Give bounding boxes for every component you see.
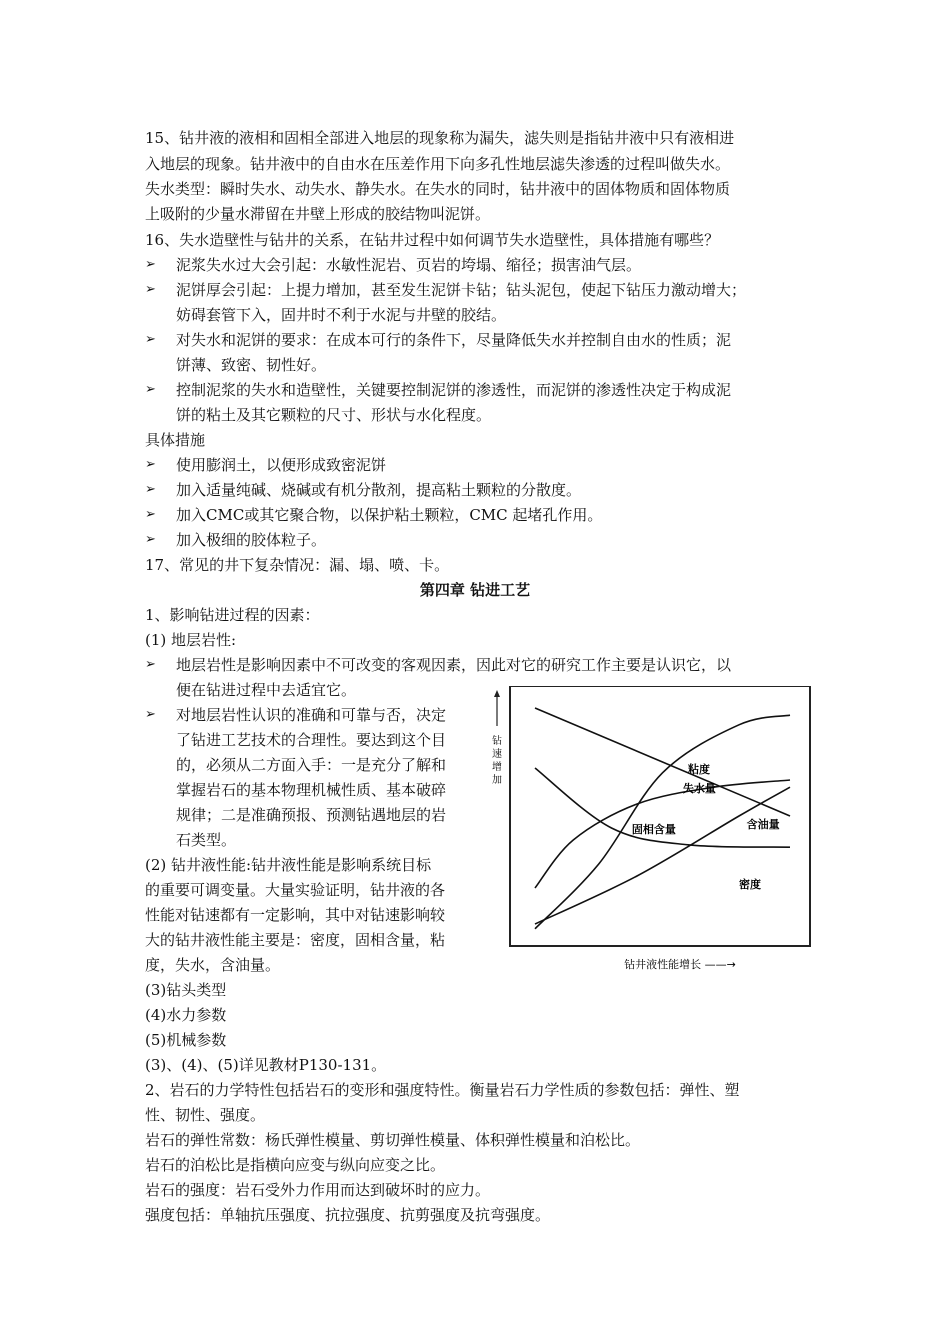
y-axis-arrowhead bbox=[494, 690, 500, 697]
bullet-text: 饼薄、致密、韧性好。 bbox=[176, 356, 327, 374]
text-line: 岩石的强度：岩石受外力作用而达到破坏时的应力。 bbox=[145, 1181, 491, 1199]
bullet-text: 了钻进工艺技术的合理性。要达到这个目 bbox=[176, 731, 447, 749]
bullet-text: 便在钻进过程中去适宜它。 bbox=[176, 681, 357, 699]
text-line: 17、常见的井下复杂情况：漏、塌、喷、卡。 bbox=[145, 556, 450, 574]
bullet-arrow-icon: ➢ bbox=[145, 532, 156, 547]
bullet-text: 对失水和泥饼的要求：在成本可行的条件下，尽量降低失水并控制自由水的性质；泥 bbox=[176, 331, 732, 349]
bullet-text: 泥浆失水过大会引起：水敏性泥岩、页岩的垮塌、缩径；损害油气层。 bbox=[176, 256, 642, 274]
y-axis-label-char: 加 bbox=[492, 775, 502, 786]
bullet-text: 对地层岩性认识的准确和可靠与否，决定 bbox=[176, 706, 447, 724]
text-line: 15、钻井液的液相和固相全部进入地层的现象称为漏失，滤失则是指钻井液中只有液相进 bbox=[145, 129, 735, 147]
y-axis-label bbox=[492, 734, 502, 786]
y-axis-label-char: 钻 bbox=[492, 736, 502, 747]
bullet-text: 规律；二是准确预报、预测钻遇地层的岩 bbox=[176, 806, 447, 824]
text-line: 16、失水造壁性与钻井的关系，在钻井过程中如何调节失水造壁性，具体措施有哪些？ bbox=[145, 231, 720, 249]
text-line: 度，失水，含油量。 bbox=[145, 956, 281, 974]
bullet-text: 泥饼厚会引起：上提力增加，甚至发生泥饼卡钻；钻头泥包，使起下钻压力激动增大； bbox=[176, 281, 747, 299]
section-title: 1、影响钻进过程的因素： bbox=[145, 606, 320, 624]
bullet-text: 石类型。 bbox=[176, 831, 237, 849]
bullet-text: 加入适量纯碱、烧碱或有机分散剂，提高粘土颗粒的分散度。 bbox=[176, 481, 582, 499]
measures-title: 具体措施 bbox=[145, 431, 206, 449]
bullet-text: 使用膨润土，以便形成致密泥饼 bbox=[176, 456, 387, 474]
bullet-arrow-icon: ➢ bbox=[145, 707, 156, 722]
bullet-arrow-icon: ➢ bbox=[145, 382, 156, 397]
y-axis-label-char: 速 bbox=[492, 749, 502, 760]
bullet-arrow-icon: ➢ bbox=[145, 657, 156, 672]
subsection-title: (1) 地层岩性: bbox=[145, 631, 237, 649]
text-line: 失水类型：瞬时失水、动失水、静失水。在失水的同时，钻井液中的固体物质和固体物质 bbox=[145, 180, 731, 198]
bullet-text: 控制泥浆的失水和造壁性，关键要控制泥饼的渗透性，而泥饼的渗透性决定于构成泥 bbox=[176, 381, 732, 399]
bullet-arrow-icon: ➢ bbox=[145, 507, 156, 522]
text-line: (4)水力参数 bbox=[145, 1006, 227, 1024]
drilling-fluid-chart bbox=[490, 686, 820, 976]
bullet-text: 加入极细的胶体粒子。 bbox=[176, 531, 327, 549]
text-line: 岩石的泊松比是指横向应变与纵向应变之比。 bbox=[145, 1156, 446, 1174]
series-label-4: 密度 bbox=[739, 878, 761, 891]
text-line: (5)机械参数 bbox=[145, 1031, 227, 1049]
text-line: 入地层的现象。钻井液中的自由水在压差作用下向多孔性地层滤失渗透的过程叫做失水。 bbox=[145, 155, 731, 173]
bullet-arrow-icon: ➢ bbox=[145, 482, 156, 497]
text-line: (3)、(4)、(5)详见教材P130-131。 bbox=[145, 1056, 387, 1074]
bullet-text: 妨碍套管下入，固井时不利于水泥与井壁的胶结。 bbox=[176, 306, 507, 324]
bullet-arrow-icon: ➢ bbox=[145, 257, 156, 272]
series-label-2: 含油量 bbox=[746, 818, 780, 831]
bullet-text: 地层岩性是影响因素中不可改变的客观因素，因此对它的研究工作主要是认识它，以 bbox=[176, 656, 732, 674]
text-line: 性能对钻速都有一定影响，其中对钻速影响较 bbox=[145, 906, 446, 924]
bullet-text: 饼的粘土及其它颗粒的尺寸、形状与水化程度。 bbox=[176, 406, 492, 424]
series-label-3: 固相含量 bbox=[631, 822, 676, 836]
text-line: 上吸附的少量水滞留在井壁上形成的胶结物叫泥饼。 bbox=[145, 205, 491, 223]
text-line: 性、韧性、强度。 bbox=[145, 1106, 266, 1124]
bullet-arrow-icon: ➢ bbox=[145, 282, 156, 297]
chart-frame bbox=[510, 686, 810, 946]
series-line-3 bbox=[535, 787, 790, 924]
text-line: 2、岩石的力学特性包括岩石的变形和强度特性。衡量岩石力学性质的参数包括：弹性、塑 bbox=[145, 1081, 740, 1099]
bullet-text: 加入CMC或其它聚合物，以保护粘土颗粒，CMC 起堵孔作用。 bbox=[176, 506, 603, 524]
chapter-title: 第四章 钻进工艺 bbox=[419, 581, 531, 599]
text-line: 的重要可调变量。大量实验证明，钻井液的各 bbox=[145, 881, 446, 899]
bullet-text: 的，必须从二方面入手：一是充分了解和 bbox=[176, 756, 447, 774]
text-line: 岩石的弹性常数：杨氏弹性模量、剪切弹性模量、体积弹性模量和泊松比。 bbox=[145, 1131, 641, 1149]
text-line: 大的钻井液性能主要是：密度，固相含量，粘 bbox=[145, 931, 446, 949]
series-label-0: 粘度 bbox=[688, 762, 710, 776]
text-line: 强度包括：单轴抗压强度、抗拉强度、抗剪强度及抗弯强度。 bbox=[145, 1206, 551, 1224]
series-label-1: 失水量 bbox=[682, 782, 716, 795]
text-line: (3)钻头类型 bbox=[145, 981, 227, 999]
bullet-text: 掌握岩石的基本物理机械性质、基本破碎 bbox=[176, 781, 447, 799]
x-axis-label: 钻井液性能增长 ——→ bbox=[624, 958, 736, 971]
bullet-arrow-icon: ➢ bbox=[145, 457, 156, 472]
text-line: (2) 钻井液性能:钻井液性能是影响系统目标 bbox=[145, 856, 432, 874]
y-axis-label-char: 增 bbox=[492, 762, 502, 773]
bullet-arrow-icon: ➢ bbox=[145, 332, 156, 347]
